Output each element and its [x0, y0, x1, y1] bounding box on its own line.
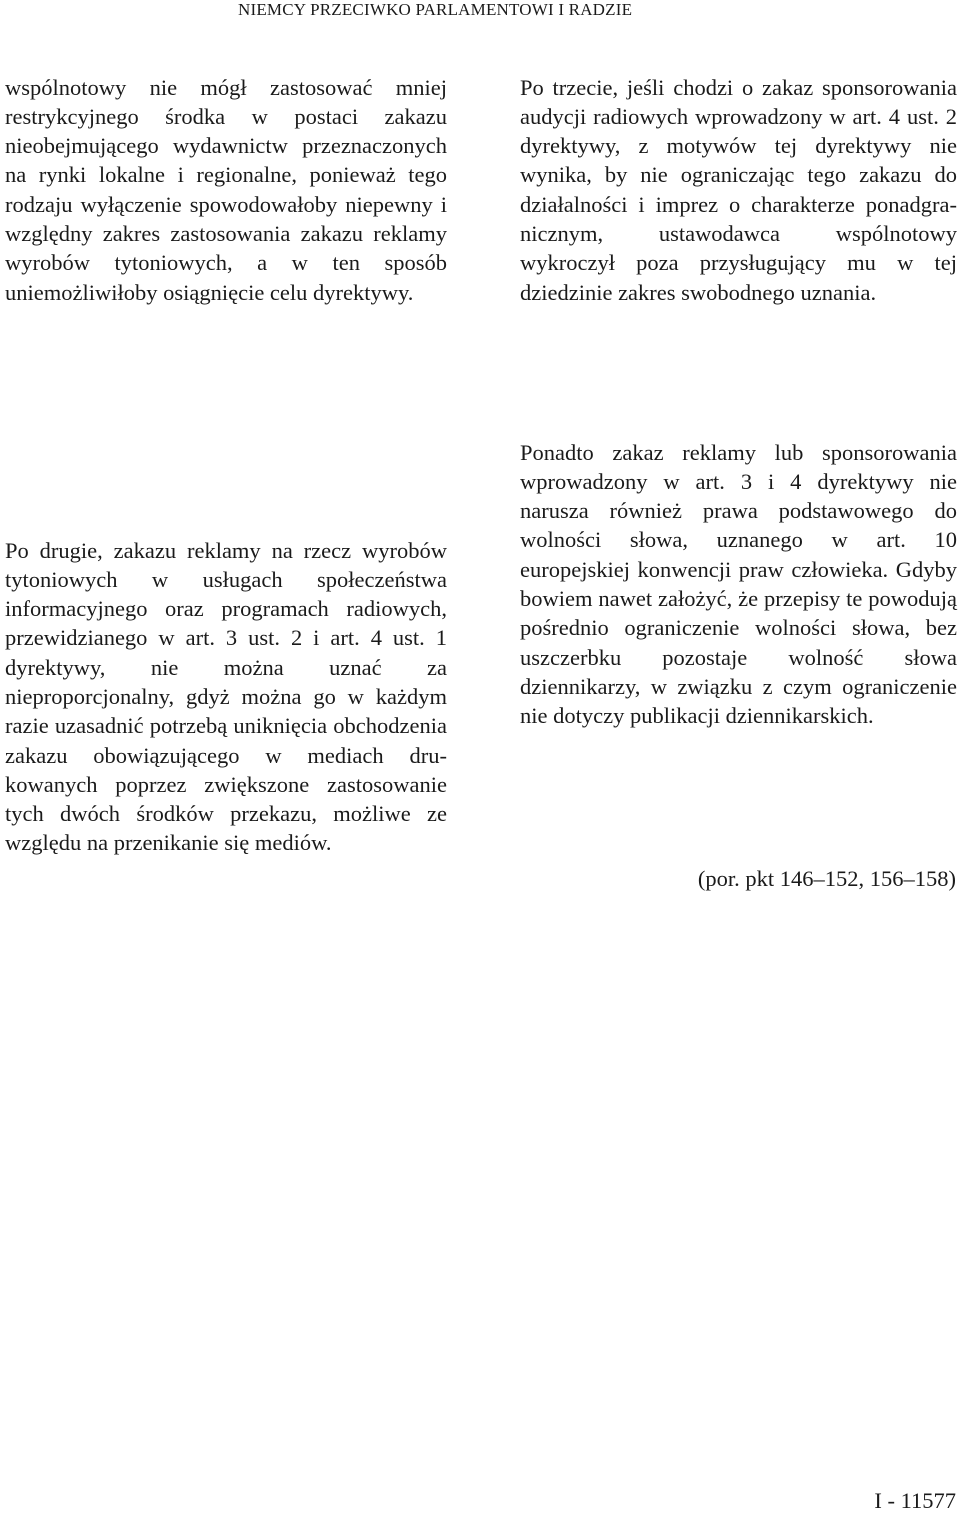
paragraph-right-2: Ponadto zakaz reklamy lub sponsorowania wprowadzony w art. 3 i 4 dyrektywy nie narusza również prawa podstawowego do wolności słowa, uznanego w art. 10 europejskiej konwencji praw człowieka. Gdyby bowiem nawet założyć, że przepisy te powodują pośrednio ograniczenie wolności słowa, bez uszczerbku pozostaje wolność słowa dziennikarzy, w związku z czym ograniczenie nie dotyczy publikacji dziennikarskich. [520, 439, 957, 729]
running-head: NIEMCY PRZECIWKO PARLAMENTOWI I RADZIE [238, 0, 633, 19]
citation-reference: (por. pkt 146–152, 156–158) [697, 866, 956, 891]
paragraph-left-1: wspólnotowy nie mógł zastosować mniej restrykcyjnego środka w postaci zakazu nieobejmującego wydawnictw przeznaczonych na rynki lokalne i regionalne, ponieważ tego rodzaju wyłączenie spowodowałoby niepewny i względny zakres zastosowania zakazu reklamy wyrobów tytoniowych, a w ten sposób uniemożliwiłoby osiągnięcie celu dyrektywy. [5, 74, 447, 305]
paragraph-right-1: Po trzecie, jeśli chodzi o zakaz sponsorowania audycji radiowych wprowadzony w art. 4 ust. 2 dyrektywy, z motywów tej dyrektywy nie wynika, by nie ograniczając tego zakazu do działalności i imprez o charakterze ponadgranicznym, ustawodawca wspólnotowy wykroczył poza przysługujący mu w tej dziedzinie zakres swobodnego uznania. [520, 74, 957, 305]
page-number: I - 11577 [874, 1488, 956, 1513]
paragraph-left-2: Po drugie, zakazu reklamy na rzecz wyrobów tytoniowych w usługach społeczeństwa informacyjnego oraz programach radiowych, przewidzianego w art. 3 ust. 2 i art. 4 ust. 1 dyrektywy, nie można uznać za nieproporcjonalny, gdyż można go w każdym razie uzasadnić potrzebą uniknięcia obchodzenia zakazu obowiązującego w mediach drukowanych poprzez zwiększone zastosowanie tych dwóch środków przekazu, możliwe ze względu na przenikanie się mediów. [5, 537, 447, 856]
